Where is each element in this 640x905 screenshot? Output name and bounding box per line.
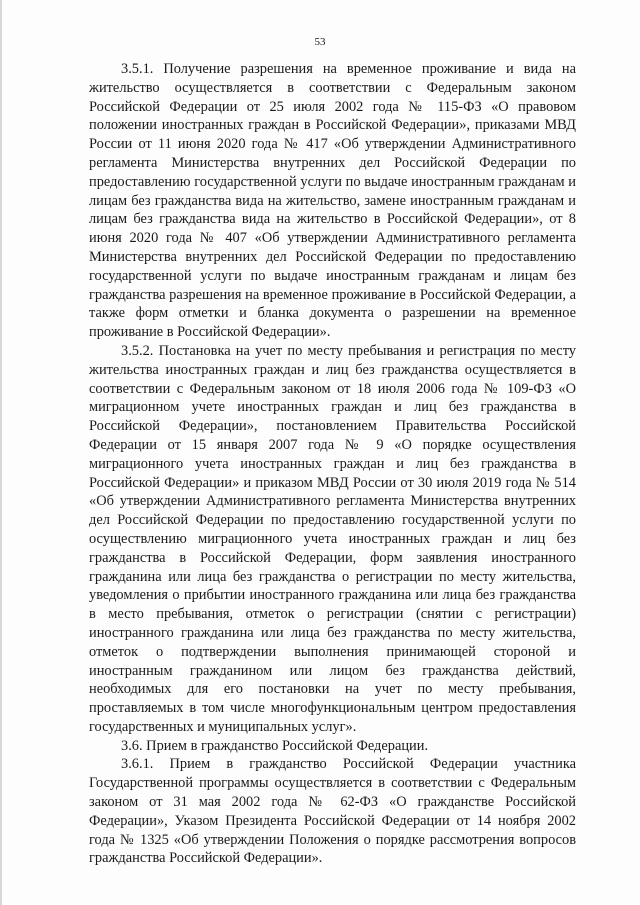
section-heading-3-6: 3.6. Прием в гражданство Российской Федерации. bbox=[121, 737, 429, 754]
paragraph-3-5-2: 3.5.2. Постановка на учет по месту пребывания и регистрация по месту жительства иностранных граждан и лиц без гражданства осуществляется в соответствии с Федеральным законом от 18 июля 2006 года № 109-ФЗ «О миграционном учете иностранных граждан и лиц без гражданства в Российской Федерации», постановлением Правительства Российской Федерации от 15 января 2007 года № 9 «О порядке осуществления миграционного учета иностранных граждан и лиц без гражданства в Российской Федерации» и приказом МВД России от 30 июля 2019 года № 514 «Об утверждении Административного регламента Министерства внутренних дел Российской Федерации по предоставлению государственной услуги по осуществлению миграционного учета иностранных граждан и лиц без гражданства в Российской Федерации, форм заявления иностранного гражданина или лица без гражданства о регистрации по месту жительства, уведомления о прибытии иностранного гражданина или лица без гражданства в место пребывания, отметок о регистрации (снятии с регистрации) иностранного гражданина или лица без гражданства по месту жительства, отметок о подтверждении выполнения принимающей стороной и иностранным гражданином или лицом без гражданства действий, необходимых для его постановки на учет по месту пребывания, проставляемых в том числе многофункциональным центром предоставления государственных и муниципальных услуг». bbox=[89, 342, 576, 735]
page-number: 53 bbox=[314, 36, 326, 48]
paragraph-3-6-1: 3.6.1. Прием в гражданство Российской Федерации участника Государственной программы осуществляется в соответствии с Федеральным законом от 31 мая 2002 года № 62-ФЗ «О гражданстве Российской Федерации», Указом Президента Российской Федерации от 14 ноября 2002 года № 1325 «Об утверждении Положения о порядке рассмотрения вопросов гражданства Российской Федерации». bbox=[89, 756, 576, 867]
scan-edge-divider bbox=[0, 0, 2, 905]
paragraph-3-5-1: 3.5.1. Получение разрешения на временное проживание и вида на жительство осуществляется в соответствии с Федеральным законом Российской Федерации от 25 июля 2002 года № 115-ФЗ «О правовом положении иностранных граждан в Российской Федерации», приказами МВД России от 11 июня 2020 года № 417 «Об утверждении Административного регламента Министерства внутренних дел Российской Федерации по предоставлению государственной услуги по выдаче иностранным гражданам и лицам без гражданства вида на жительство, замене иностранным гражданам и лицам без гражданства вида на жительство в Российской Федерации», от 8 июня 2020 года № 407 «Об утверждении Административного регламента Министерства внутренних дел Российской Федерации по предоставлению государственной услуги по выдаче иностранным гражданам и лицам без гражданства разрешения на временное проживание в Российской Федерации, а также форм отметки и бланка документа о разрешении на временное проживание в Российской Федерации». bbox=[89, 61, 576, 341]
document-body bbox=[89, 60, 576, 868]
